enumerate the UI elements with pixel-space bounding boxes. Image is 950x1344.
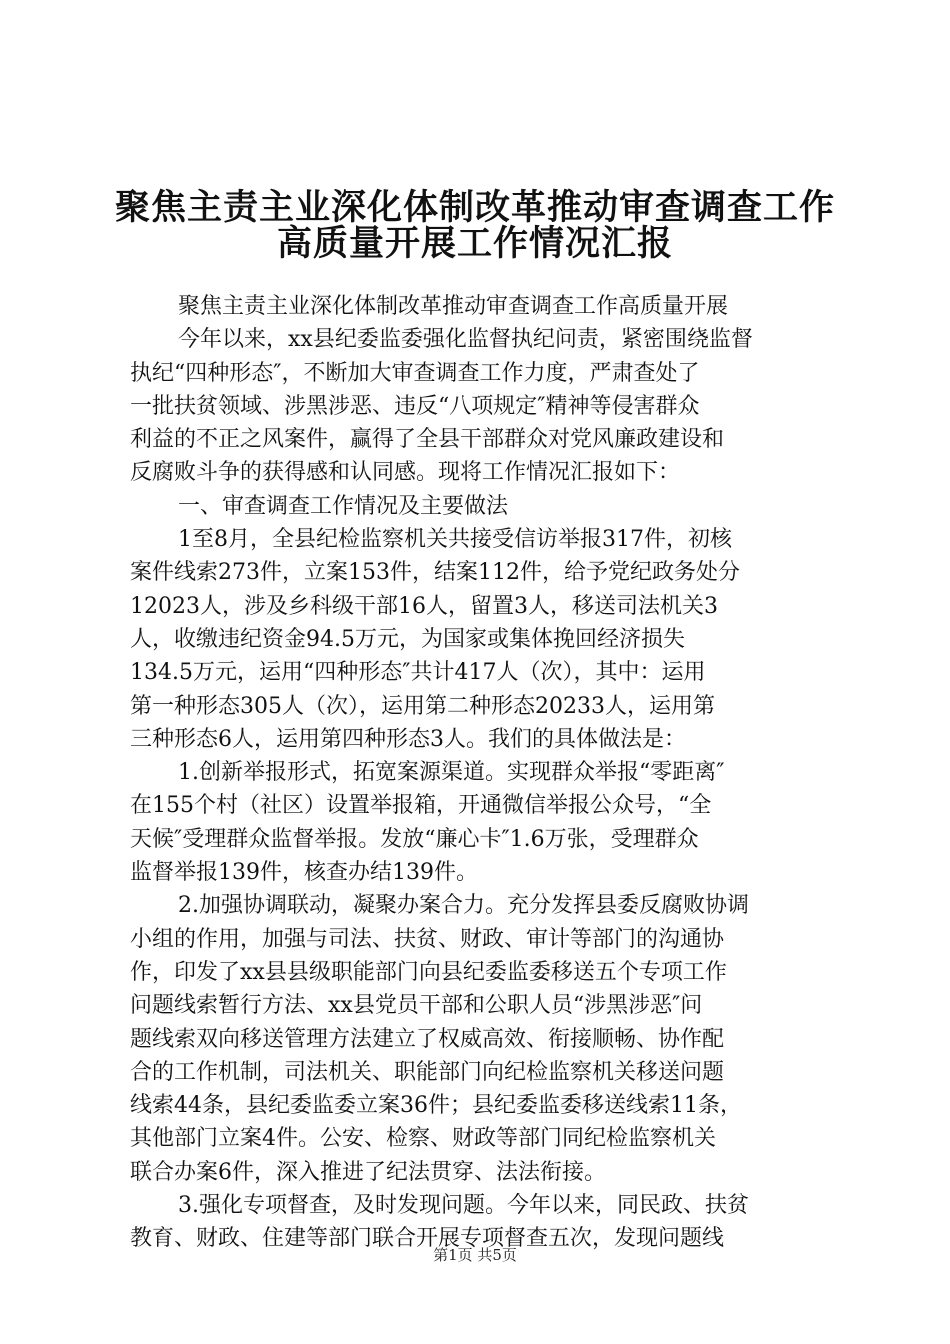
paragraph-line: 2.加强协调联动，凝聚办案合力。充分发挥县委反腐败协调 xyxy=(178,893,749,919)
paragraph-line: 第一种形态305人（次），运用第二种形态20233人，运用第 xyxy=(130,693,715,719)
paragraph-line: 教育、财政、住建等部门联合开展专项督查五次，发现问题线 xyxy=(130,1226,725,1252)
paragraph-line: 反腐败斗争的获得感和认同感。现将工作情况汇报如下： xyxy=(130,460,681,486)
paragraph-line: 今年以来，xx县纪委监委强化监督执纪问责，紧密围绕监督 xyxy=(178,327,753,353)
paragraph-line: 聚焦主责主业深化体制改革推动审查调查工作高质量开展 xyxy=(178,294,729,319)
paragraph-line: 线索44条，县纪委监委立案36件；县纪委监委移送线索11条， xyxy=(130,1093,742,1119)
paragraph-line: 三种形态6人，运用第四种形态3人。我们的具体做法是： xyxy=(130,726,686,752)
paragraph-line: 1.创新举报形式，拓宽案源渠道。实现群众举报“零距离″ xyxy=(178,760,725,786)
paragraph-line: 134.5万元，运用“四种形态″共计417人（次），其中：运用 xyxy=(130,660,706,686)
paragraph-line: 小组的作用，加强与司法、扶贫、财政、审计等部门的沟通协 xyxy=(130,926,725,952)
paragraph-line: 其他部门立案4件。公安、检察、财政等部门同纪检监察机关 xyxy=(130,1126,716,1152)
paragraph-line: 人，收缴违纪资金94.5万元，为国家或集体挽回经济损失 xyxy=(130,626,685,652)
paragraph-line: 题线索双向移送管理方法建立了权威高效、衔接顺畅、协作配 xyxy=(130,1026,725,1052)
paragraph-line: 3.强化专项督查，及时发现问题。今年以来，同民政、扶贫 xyxy=(178,1193,749,1219)
section-heading: 一、审查调查工作情况及主要做法 xyxy=(178,493,509,519)
paragraph-line: 监督举报139件，核查办结139件。 xyxy=(130,860,478,886)
paragraph-line: 12023人，涉及乡科级干部16人，留置3人，移送司法机关3 xyxy=(130,593,718,619)
paragraph-line: 天候″受理群众监督举报。发放“廉心卡″1.6万张，受理群众 xyxy=(130,826,699,852)
paragraph-line: 1至8月，全县纪检监察机关共接受信访举报317件，初核 xyxy=(178,527,732,553)
paragraph-line: 在155个村（社区）设置举报箱，开通微信举报公众号，“全 xyxy=(130,793,712,819)
paragraph-line: 利益的不正之风案件，赢得了全县干部群众对党风廉政建设和 xyxy=(130,427,725,453)
document-title-line-1: 聚焦主责主业深化体制改革推动审查调查工作 xyxy=(114,187,835,228)
paragraph-line: 执纪“四种形态″，不断加大审查调查工作力度，严肃查处了 xyxy=(130,360,700,386)
paragraph-line: 作，印发了xx县县级职能部门向县纪委监委移送五个专项工作 xyxy=(130,959,727,985)
paragraph-line: 一批扶贫领域、涉黑涉恶、违反“八项规定″精神等侵害群众 xyxy=(130,393,700,419)
paragraph-line: 问题线索暂行方法、xx县党员干部和公职人员“涉黑涉恶″问 xyxy=(130,993,703,1019)
paragraph-line: 合的工作机制，司法机关、职能部门向纪检监察机关移送问题 xyxy=(130,1059,725,1085)
document-title-line-2: 高质量开展工作情况汇报 xyxy=(276,223,673,264)
paragraph-line: 案件线索273件，立案153件，结案112件，给予党纪政务处分 xyxy=(130,560,740,586)
document-body xyxy=(130,290,830,1256)
page-footer: 第1页 共5页 xyxy=(433,1246,517,1264)
paragraph-line: 联合办案6件，深入推进了纪法贯穿、法法衔接。 xyxy=(130,1159,606,1185)
